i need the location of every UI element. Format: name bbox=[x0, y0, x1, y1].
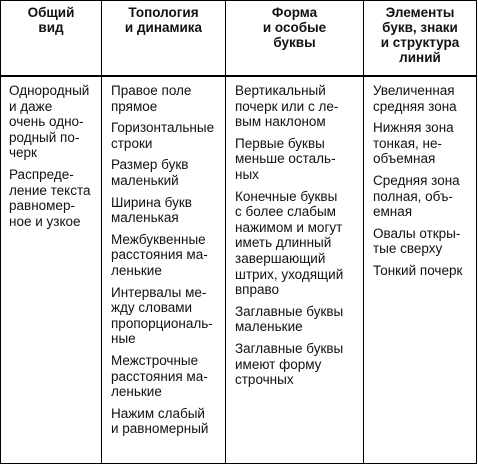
column-form bbox=[235, 83, 363, 394]
table-cell: Заглавные буквы маленькие bbox=[235, 303, 344, 335]
table-cell: Конечные буквы с более слабым нажимом и могут иметь длинный завершающий штрих, уходящий вправо bbox=[235, 188, 344, 298]
table-cell: Овалы откры- тые сверху bbox=[373, 225, 461, 257]
table-cell: Нижняя зона тонкая, не- объемная bbox=[373, 120, 454, 167]
header-divider bbox=[1, 75, 476, 77]
table-cell: Нажим слабый и равномерный bbox=[111, 405, 209, 437]
column-topology bbox=[111, 83, 225, 443]
table-cell: Горизонтальные строки bbox=[111, 120, 215, 151]
table-cell: Межбуквенные расстояния ма- ленькие bbox=[111, 231, 208, 278]
header-general-view: Общий вид bbox=[27, 5, 75, 35]
table-cell: Распреде- ление текста равномер- ное и узкое bbox=[9, 166, 91, 229]
column-divider bbox=[363, 1, 364, 463]
column-elements bbox=[373, 83, 477, 285]
table-cell: Однородный и даже очень одно- родный по- черк bbox=[9, 83, 90, 161]
header-topology: Топология и динамика bbox=[124, 5, 203, 35]
column-divider bbox=[101, 1, 102, 463]
table-cell: Первые буквы меньше осталь- ных bbox=[235, 135, 336, 182]
table-cell: Увеличенная средняя зона bbox=[373, 83, 457, 114]
table-cell: Заглавные буквы имеют форму строчных bbox=[235, 340, 344, 388]
table-cell: Интервалы ме- жду словами пропорциональ- ные bbox=[111, 284, 213, 347]
header-elements: Элементы букв, знаки и структура линий bbox=[380, 5, 460, 65]
table-cell: Правое поле прямое bbox=[111, 83, 192, 114]
column-divider bbox=[225, 1, 226, 463]
column-general-view bbox=[9, 83, 99, 235]
table-cell: Средняя зона полная, объ- емная bbox=[373, 172, 460, 220]
table-cell: Тонкий почерк bbox=[373, 262, 463, 278]
header-form: Форма и особые буквы bbox=[262, 5, 327, 50]
table-cell: Размер букв маленький bbox=[111, 157, 189, 188]
table-cell: Вертикальный почерк или с ле- вым наклоном bbox=[235, 83, 339, 130]
table-cell: Ширина букв маленькая bbox=[111, 194, 192, 226]
table-cell: Межстрочные расстояния ма- ленькие bbox=[111, 352, 208, 400]
